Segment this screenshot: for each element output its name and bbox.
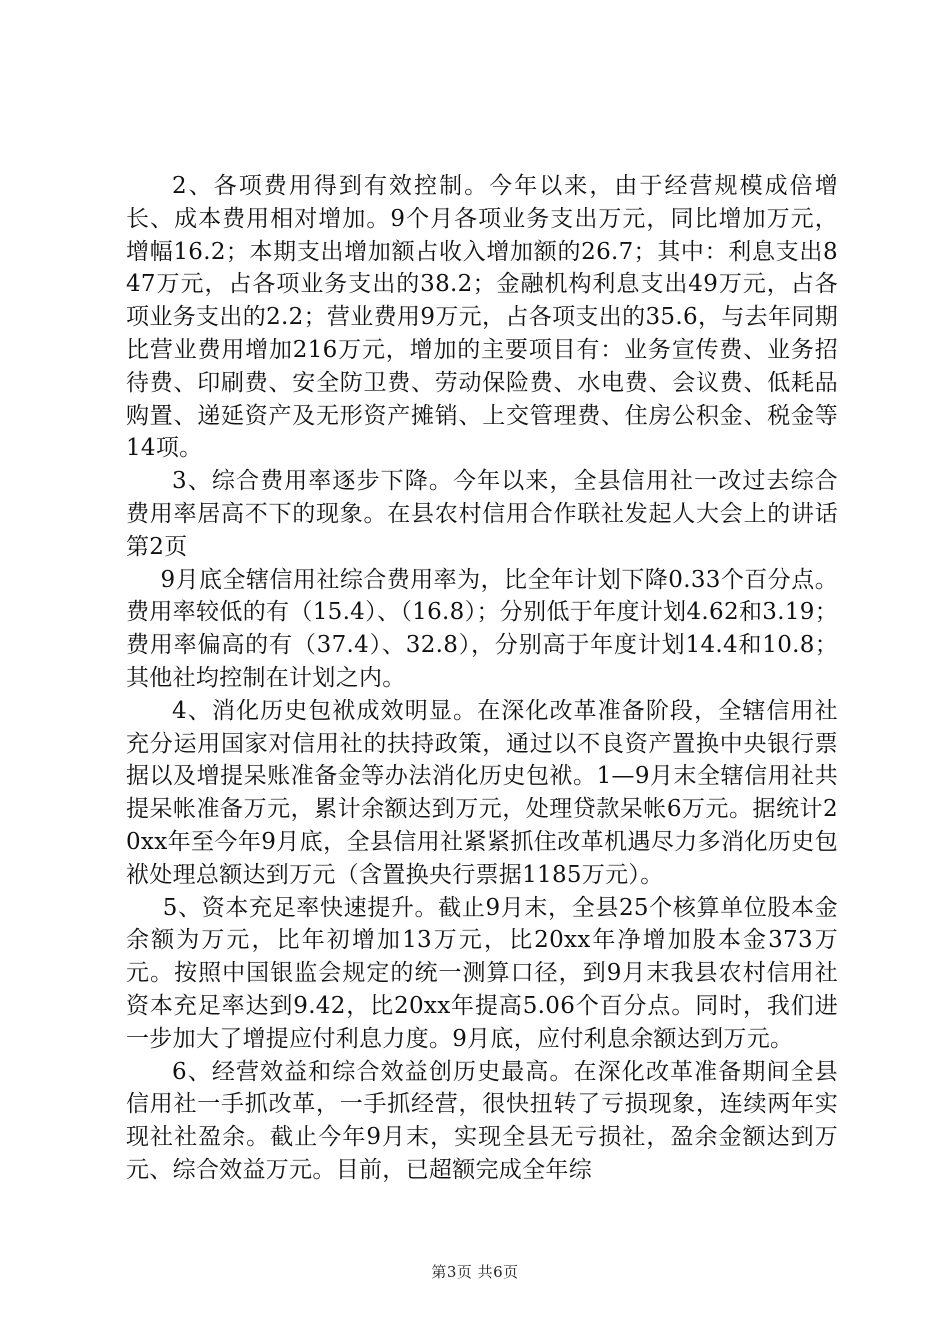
paragraph-expense-control: 2、各项费用得到有效控制。今年以来，由于经营规模成倍增长、成本费用相对增加。9个月各项业务支出万元，同比增加万元，增幅16.2；本期支出增加额占收入增加额的26.7；其中：利息支出847万元，占各项业务支出的38.2；金融机构利息支出49万元，占各项业务支出的2.2；营业费用9万元，占各项支出的35.6，与去年同期比营业费用增加216万元，增加的主要项目有：业务宣传费、业务招待费、印刷费、安全防卫费、劳动保险费、水电费、会议费、低耗品购置、递延资产及无形资产摊销、上交管理费、住房公积金、税金等14项。	[126, 173, 838, 462]
paragraph-expense-rate: 3、综合费用率逐步下降。今年以来，全县信用社一改过去综合费用率居高不下的现象。在县农村信用合作联社发起人大会上的讲话第2页	[126, 468, 838, 560]
paragraph-capital-adequacy: 5、资本充足率快速提升。截止9月末，全县25个核算单位股本金余额为万元，比年初增加13万元，比20xx年净增加股本金373万元。按照中国银监会规定的统一测算口径，到9月末我县农村信用社资本充足率达到9.42，比20xx年提高5.06个百分点。同时，我们进一步加大了增提应付利息力度。9月底，应付利息余额达到万元。	[126, 894, 838, 1052]
document-body	[126, 170, 838, 1187]
paragraph-historical-burden: 4、消化历史包袱成效明显。在深化改革准备阶段，全辖信用社充分运用国家对信用社的扶持政策，通过以不良资产置换中央银行票据以及增提呆账准备金等办法消化历史包袱。1—9月末全辖信用社共提呆帐准备万元，累计余额达到万元，处理贷款呆帐6万元。据统计20xx年至今年9月底，全县信用社紧紧抓住改革机遇尽力多消化历史包袱处理总额达到万元（含置换央行票据1185万元）。	[126, 697, 838, 888]
page-footer: 第3页 共6页	[431, 1263, 519, 1281]
paragraph-operating-benefit: 6、经营效益和综合效益创历史最高。在深化改革准备期间全县信用社一手抓改革，一手抓经营，很快扭转了亏损现象，连续两年实现社社盈余。截止今年9月末，实现全县无亏损社，盈余金额达到万元、综合效益万元。目前，已超额完成全年综	[126, 1058, 838, 1183]
paragraph-expense-rate-continued: 9月底全辖信用社综合费用率为，比全年计划下降0.33个百分点。费用率较低的有（15.4）、（16.8）；分别低于年度计划4.62和3.19；费用率偏高的有（37.4）、32.8），分别高于年度计划14.4和10.8；其他社均控制在计划之内。	[126, 566, 838, 691]
